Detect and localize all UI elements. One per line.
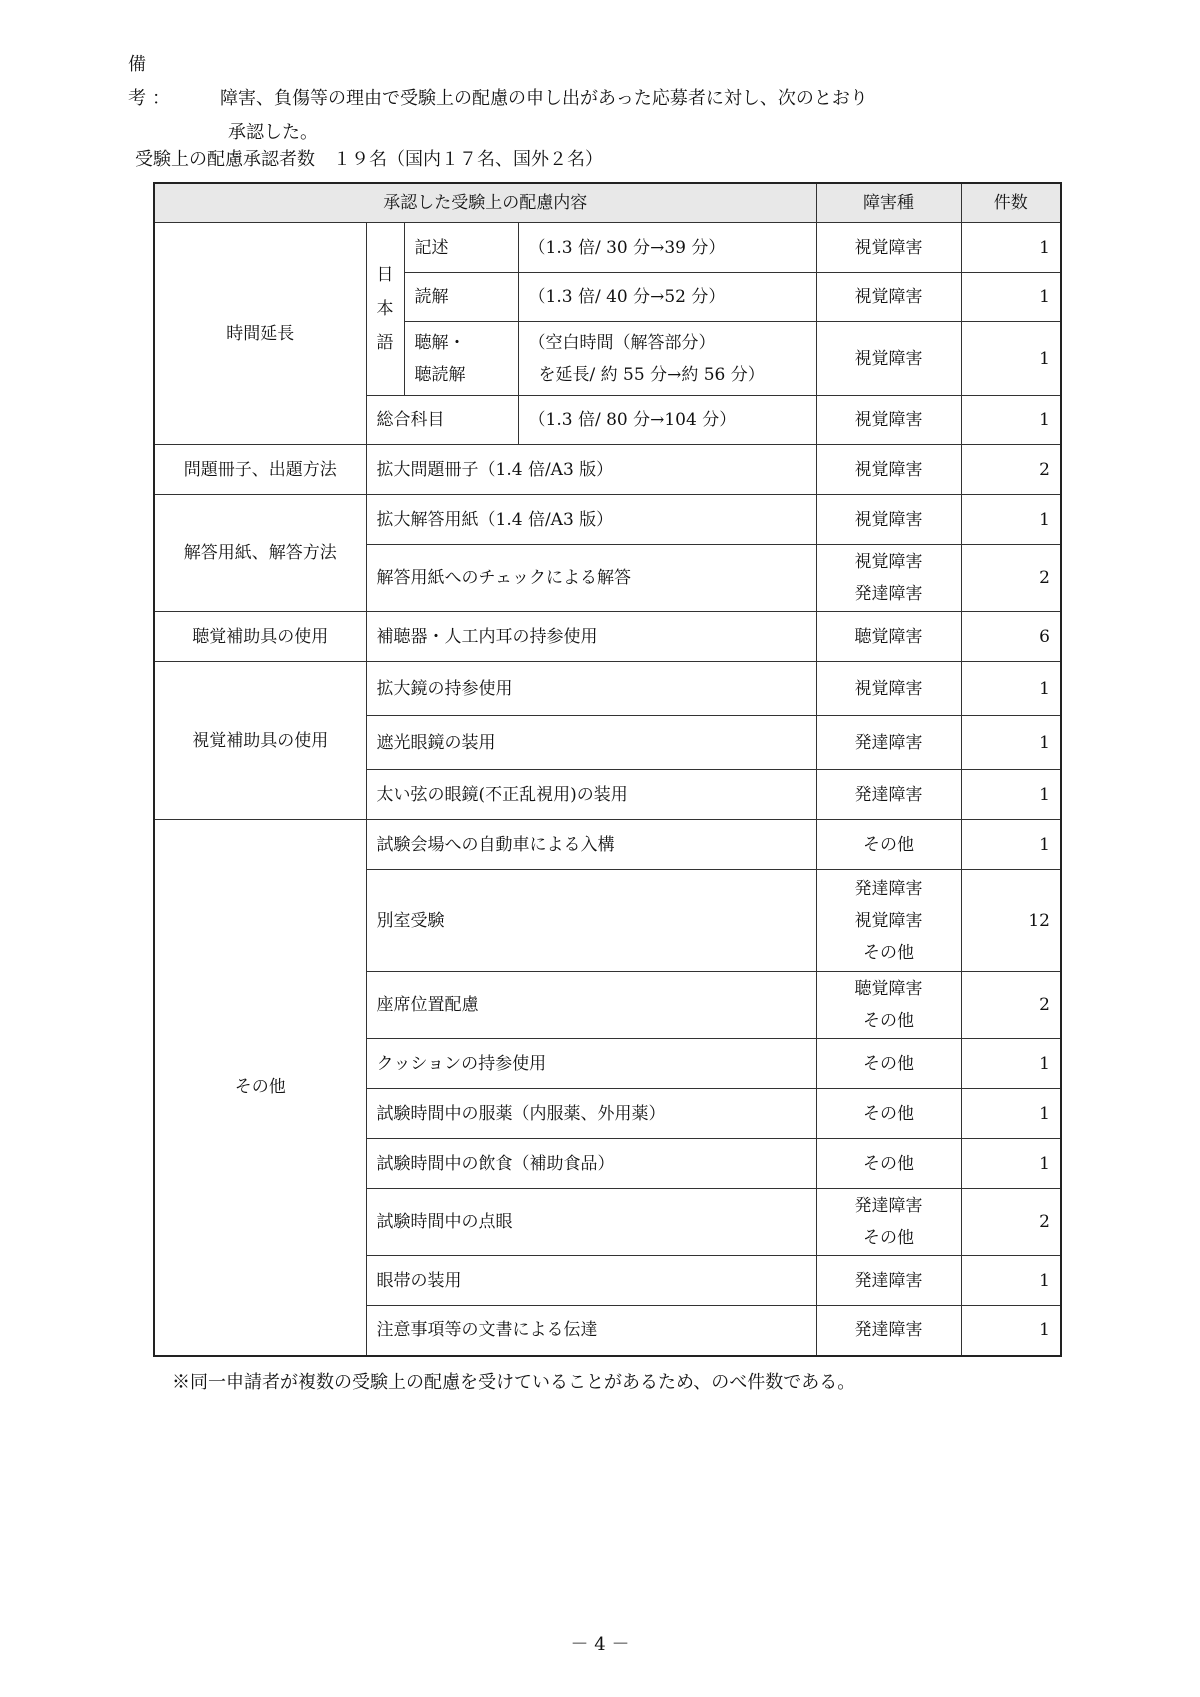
count: 1 — [961, 1306, 1061, 1356]
count: 1 — [961, 223, 1061, 273]
disability: 視覚障害 — [816, 445, 961, 495]
disability: 視覚障害 発達障害 — [816, 545, 961, 612]
disability: その他 — [816, 1039, 961, 1089]
count: 1 — [961, 273, 1061, 322]
detail: （空白時間（解答部分） を延長/ 約 55 分→約 56 分） — [518, 322, 816, 396]
count: 1 — [961, 662, 1061, 716]
page-number: － 4 － — [570, 1634, 630, 1655]
sub-item: 聴解・ 聴読解 — [404, 322, 518, 396]
table-row — [154, 223, 1061, 273]
category-answer-sheet: 解答用紙、解答方法 — [154, 495, 366, 612]
count: 1 — [961, 322, 1061, 396]
disability: その他 — [816, 820, 961, 870]
disability: 視覚障害 — [816, 495, 961, 545]
table-row — [154, 495, 1061, 545]
count: 12 — [961, 870, 1061, 972]
disability: その他 — [816, 1139, 961, 1189]
count: 2 — [961, 545, 1061, 612]
disability: 発達障害 — [816, 1256, 961, 1306]
category-other: その他 — [154, 820, 366, 1356]
disability: その他 — [816, 1089, 961, 1139]
category-hearing-aid: 聴覚補助具の使用 — [154, 612, 366, 662]
table-row — [154, 612, 1061, 662]
accommodation-table — [153, 182, 1062, 1357]
content: 補聴器・人工内耳の持参使用 — [366, 612, 816, 662]
sub-item: 記述 — [404, 223, 518, 273]
detail: （1.3 倍/ 80 分→104 分） — [518, 396, 816, 445]
content: 座席位置配慮 — [366, 972, 816, 1039]
count: 2 — [961, 445, 1061, 495]
count: 1 — [961, 396, 1061, 445]
content: 試験時間中の飲食（補助食品） — [366, 1139, 816, 1189]
header-content: 承認した受験上の配慮内容 — [154, 183, 816, 223]
detail: （1.3 倍/ 40 分→52 分） — [518, 273, 816, 322]
content: 解答用紙へのチェックによる解答 — [366, 545, 816, 612]
disability: 聴覚障害 その他 — [816, 972, 961, 1039]
content: 別室受験 — [366, 870, 816, 972]
count: 2 — [961, 1189, 1061, 1256]
table-row — [154, 662, 1061, 716]
detail: （1.3 倍/ 30 分→39 分） — [518, 223, 816, 273]
content: 試験時間中の点眼 — [366, 1189, 816, 1256]
count: 1 — [961, 1256, 1061, 1306]
count: 1 — [961, 1139, 1061, 1189]
category-booklet: 問題冊子、出題方法 — [154, 445, 366, 495]
content: 太い弦の眼鏡(不正乱視用)の装用 — [366, 770, 816, 820]
disability: 聴覚障害 — [816, 612, 961, 662]
remarks-label: 備 考： — [128, 54, 176, 109]
count: 1 — [961, 716, 1061, 770]
remarks — [128, 48, 868, 150]
disability: 発達障害 — [816, 770, 961, 820]
disability: 視覚障害 — [816, 223, 961, 273]
approved-count: 受験上の配慮承認者数 １９名（国内１７名、国外２名） — [135, 149, 603, 170]
disability: 視覚障害 — [816, 273, 961, 322]
japanese-vertical-label: 日 本 語 — [366, 223, 404, 396]
content: 眼帯の装用 — [366, 1256, 816, 1306]
content: 拡大鏡の持参使用 — [366, 662, 816, 716]
count: 2 — [961, 972, 1061, 1039]
disability: 視覚障害 — [816, 396, 961, 445]
category-time-extension: 時間延長 — [154, 223, 366, 445]
content: クッションの持参使用 — [366, 1039, 816, 1089]
disability: 発達障害 その他 — [816, 1189, 961, 1256]
sub-item: 総合科目 — [366, 396, 518, 445]
category-visual-aid: 視覚補助具の使用 — [154, 662, 366, 820]
content: 注意事項等の文書による伝達 — [366, 1306, 816, 1356]
count: 1 — [961, 770, 1061, 820]
content: 拡大問題冊子（1.4 倍/A3 版） — [366, 445, 816, 495]
footnote: ※同一申請者が複数の受験上の配慮を受けていることがあるため、のべ件数である。 — [172, 1372, 856, 1393]
table-row — [154, 820, 1061, 870]
content: 拡大解答用紙（1.4 倍/A3 版） — [366, 495, 816, 545]
count: 6 — [961, 612, 1061, 662]
disability: 視覚障害 — [816, 662, 961, 716]
disability: 視覚障害 — [816, 322, 961, 396]
table-header-row — [154, 183, 1061, 223]
content: 試験会場への自動車による入構 — [366, 820, 816, 870]
sub-item: 読解 — [404, 273, 518, 322]
remarks-line2: 承認した。 — [228, 122, 318, 143]
disability: 発達障害 視覚障害 その他 — [816, 870, 961, 972]
count: 1 — [961, 820, 1061, 870]
content: 遮光眼鏡の装用 — [366, 716, 816, 770]
count: 1 — [961, 1089, 1061, 1139]
table-row — [154, 445, 1061, 495]
remarks-line1: 障害、負傷等の理由で受験上の配慮の申し出があった応募者に対し、次のとおり — [220, 88, 868, 109]
content: 試験時間中の服薬（内服薬、外用薬） — [366, 1089, 816, 1139]
header-disability: 障害種 — [816, 183, 961, 223]
header-count: 件数 — [961, 183, 1061, 223]
disability: 発達障害 — [816, 716, 961, 770]
count: 1 — [961, 1039, 1061, 1089]
count: 1 — [961, 495, 1061, 545]
disability: 発達障害 — [816, 1306, 961, 1356]
